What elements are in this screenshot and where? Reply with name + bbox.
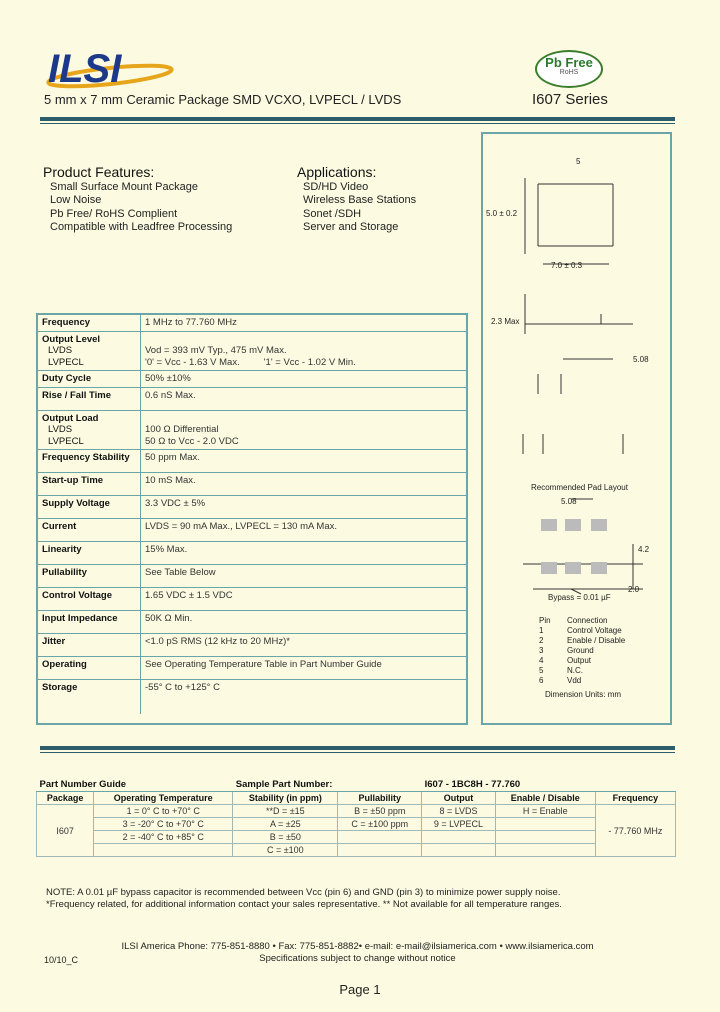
sample-label: Sample Part Number: — [233, 778, 422, 792]
pad-layout-title: Recommended Pad Layout — [531, 483, 628, 492]
dim-2-3: 2.3 Max — [491, 317, 520, 326]
footer — [40, 941, 675, 965]
contact-line: ILSI America Phone: 775-851-8880 • Fax: 775-851-8882• e-mail: e-mail@ilsiamerica.com • www.ilsiamerica.com — [121, 941, 594, 952]
pad-2-0: 2.0 — [628, 585, 640, 594]
table-row: C = ±100 — [37, 844, 676, 857]
notice-line: Specifications subject to change without notice — [259, 953, 456, 964]
table-row: Start-up Time 10 mS Max. — [38, 473, 466, 496]
dim-5: 5 — [576, 157, 581, 166]
bypass-note: NOTE: A 0.01 µF bypass capacitor is recommended between Vcc (pin 6) and GND (pin 3) to minimize power supply noise. — [46, 887, 561, 898]
svg-text:ILSI: ILSI — [48, 47, 122, 91]
table-row: Linearity 15% Max. — [38, 542, 466, 565]
dim-5-08: 5.08 — [633, 355, 649, 364]
list-item: Pb Free/ RoHS Complient — [50, 207, 178, 220]
section-rule — [40, 746, 675, 750]
part-guide-title: Part Number Guide — [37, 778, 233, 792]
list-item: Compatible with Leadfree Processing — [50, 220, 233, 233]
page-number: Page 1 — [339, 982, 381, 997]
pad-5-08: 5.08 — [561, 497, 577, 506]
revision-date: 10/10_C — [44, 955, 79, 965]
product-subtitle: 5 mm x 7 mm Ceramic Package SMD VCXO, LVPECL / LVDS — [44, 92, 402, 107]
table-row: Storage -55° C to +125° C — [38, 680, 466, 714]
table-row: Control Voltage 1.65 VDC ± 1.5 VDC — [38, 588, 466, 611]
table-row: Rise / Fall Time 0.6 nS Max. — [38, 387, 466, 410]
pb-free-badge: Pb Free RoHS — [535, 50, 603, 88]
applications-list — [303, 181, 416, 234]
list-item: Low Noise — [50, 194, 102, 207]
table-row: Output Load LVDS LVPECL 100 Ω Differential 50 Ω to Vcc - 2.0 VDC — [38, 410, 466, 450]
list-item: Server and Storage — [303, 220, 399, 233]
table-row: Jitter <1.0 pS RMS (12 kHz to 20 MHz)* — [38, 634, 466, 657]
list-item: SD/HD Video — [303, 181, 369, 193]
list-item: Small Surface Mount Package — [50, 181, 198, 193]
features-title: Product Features: — [43, 164, 155, 180]
dim-7-0: 7.0 ± 0.3 — [551, 261, 583, 270]
table-row: I607 1 = 0° C to +70° C **D = ±15 B = ±50 ppm 8 = LVDS H = Enable - 77.760 MHz — [37, 805, 676, 818]
table-row: Frequency 1 MHz to 77.760 MHz — [38, 315, 466, 331]
header-rule-thin — [40, 123, 675, 124]
pin-table: Pin Connection 1 Control Voltage 2 Enable / Disable 3 Ground 4 Output 5 N.C. 6 Vdd — [539, 616, 626, 685]
table-row: Current LVDS = 90 mA Max., LVPECL = 130 mA Max. — [38, 519, 466, 542]
table-row: Operating See Operating Temperature Table in Part Number Guide — [38, 657, 466, 680]
table-row: 3 = -20° C to +70° C A = ±25 C = ±100 ppm 9 = LVPECL — [37, 818, 676, 831]
table-row: Duty Cycle 50% ±10% — [38, 371, 466, 388]
series-name: I607 Series — [532, 91, 608, 108]
dimension-drawing — [481, 132, 672, 725]
list-item: Sonet /SDH — [303, 207, 362, 220]
header-rule — [40, 117, 675, 121]
ilsi-logo — [40, 42, 190, 92]
table-row: Input Impedance 50K Ω Min. — [38, 611, 466, 634]
section-rule-thin — [40, 752, 675, 753]
table-row: Pullability See Table Below — [38, 565, 466, 588]
table-row: Frequency Stability 50 ppm Max. — [38, 450, 466, 473]
specifications-table — [36, 313, 468, 725]
list-item: Wireless Base Stations — [303, 194, 417, 207]
table-row: Output Level LVDS LVPECL Vod = 393 mV Typ., 475 mV Max. '0' = Vcc - 1.63 V Max. '1' = Vcc - 1.02 V Min. — [38, 331, 466, 371]
features-list — [50, 181, 232, 234]
table-row: 2 = -40° C to +85° C B = ±50 — [37, 831, 676, 844]
dim-5-0: 5.0 ± 0.2 — [486, 209, 518, 218]
bypass-label: Bypass = 0.01 µF — [548, 593, 611, 602]
sample-value: I607 - 1BC8H - 77.760 — [422, 778, 676, 792]
pad-4-2: 4.2 — [638, 545, 650, 554]
dimension-units: Dimension Units: mm — [545, 690, 622, 699]
frequency-note: *Frequency related, for additional information contact your sales representative. ** Not available for all temperature ranges. — [46, 899, 562, 910]
table-header-row: Package Operating Temperature Stability (in ppm) Pullability Output Enable / Disable Frequency — [37, 792, 676, 805]
table-row: Supply Voltage 3.3 VDC ± 5% — [38, 496, 466, 519]
part-number-guide — [36, 778, 676, 886]
applications-title: Applications: — [297, 164, 377, 180]
